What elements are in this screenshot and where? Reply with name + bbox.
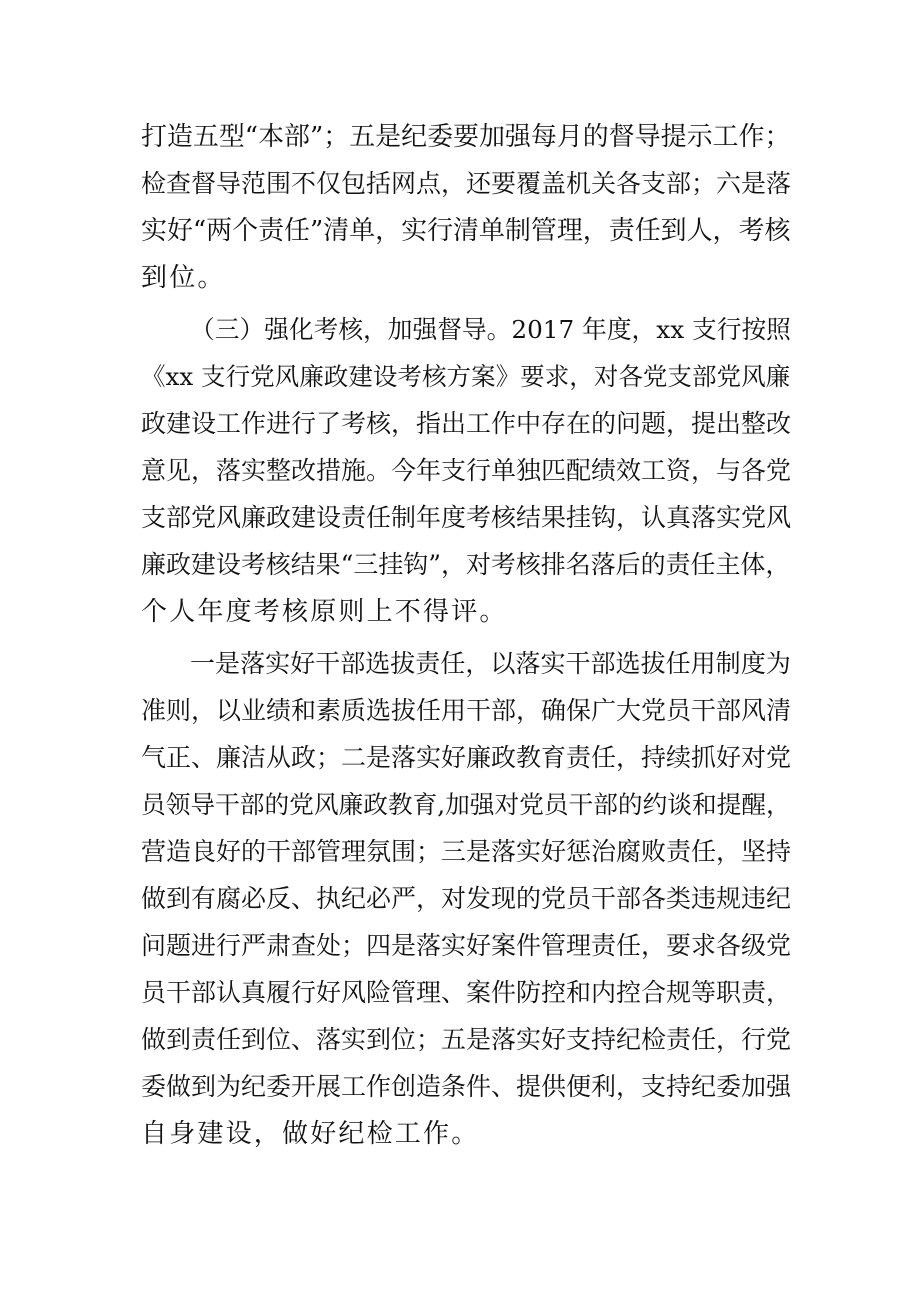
text-line: 打造五型“本部”；五是纪委要加强每月的督导提示工作；: [141, 122, 791, 152]
text-line: 实好“两个责任”清单，实行清单制管理，责任到人，考核: [141, 216, 791, 246]
text-line: 做到有腐必反、执纪必严，对发现的党员干部各类违规违纪: [141, 884, 792, 913]
text-line: 气正、廉洁从政；二是落实好廉政教育责任，持续抓好对党: [141, 743, 792, 772]
text-line: 自身建设，做好纪检工作。: [141, 1119, 480, 1149]
text-line: 员领导干部的党风廉政教育,加强对党员干部的约谈和提醒，: [141, 790, 791, 819]
text-line: 《xx 支行党风廉政建设考核方案》要求，对各党支部党风廉: [141, 362, 791, 391]
text-line: 营造良好的干部管理氛围；三是落实好惩治腐败责任，坚持: [141, 837, 792, 866]
text-line: 员干部认真履行好风险管理、案件防控和内控合规等职责，: [141, 978, 792, 1007]
text-line: 做到责任到位、落实到位；五是落实好支持纪检责任，行党: [141, 1025, 792, 1054]
text-line: 政建设工作进行了考核，指出工作中存在的问题，提出整改: [141, 409, 792, 438]
text-line: 准则，以业绩和素质选拔任用干部，确保广大党员干部风清: [141, 696, 792, 725]
section-heading-line: （三）强化考核，加强督导。2017 年度，xx 支行按照: [190, 315, 791, 344]
text-line: 支部党风廉政建设责任制年度考核结果挂钩，认真落实党风: [141, 503, 792, 532]
text-line: 个人年度考核原则上不得评。: [141, 597, 508, 627]
text-line: 到位。: [141, 263, 226, 293]
text-line: 检查督导范围不仅包括网点，还要覆盖机关各支部；六是落: [141, 169, 792, 198]
text-line: 委做到为纪委开展工作创造条件、提供便利，支持纪委加强: [141, 1072, 792, 1101]
text-line: 意见，落实整改措施。今年支行单独匹配绩效工资，与各党: [141, 456, 792, 485]
paragraph-start-line: 一是落实好干部选拔责任，以落实干部选拔任用制度为: [190, 649, 791, 678]
text-line: 廉政建设考核结果“三挂钩”，对考核排名落后的责任主体，: [141, 550, 791, 579]
text-line: 问题进行严肃查处；四是落实好案件管理责任，要求各级党: [141, 931, 792, 960]
